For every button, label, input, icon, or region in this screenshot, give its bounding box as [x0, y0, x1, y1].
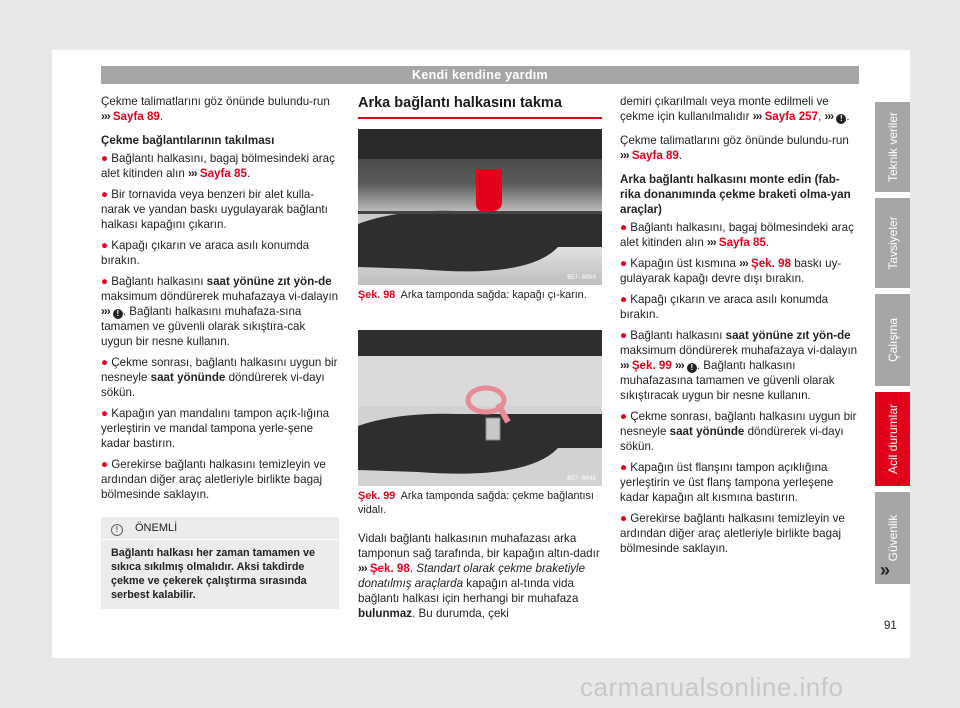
list-item: ● Gerekirse bağlantı halkasını temizleyin ve ardından diğer araç aletleriyle birlikte bagaj bölmesinde saklayın.: [620, 512, 845, 555]
watermark: carmanualsonline.info: [580, 672, 844, 702]
warning-ref-icon: !: [836, 114, 846, 124]
figure-99: [358, 330, 602, 486]
intro-paragraph: Çekme talimatlarını göz önünde bulundu-run ››› Sayfa 89.: [101, 95, 330, 123]
list-item: ● Çekme sonrası, bağlantı halkasını uygun bir nesneyle saat yönünde döndürerek vi-dayı sökün.: [620, 410, 857, 453]
page-link[interactable]: Sayfa 89: [112, 110, 160, 123]
warning-text: Bağlantı halkası her zaman tamamen ve sıkıca sıkılmış olmalıdır. Aksi takdirde çekme ve çekerek çalıştırma sırasında serbest kalabilir.: [111, 547, 316, 601]
warning-box: [101, 517, 339, 609]
list-item: ● Kapağı çıkarın ve araca asılı konumda bırakın.: [620, 293, 829, 321]
page-link[interactable]: Sayfa 85: [199, 167, 247, 180]
warning-ref-icon: !: [113, 309, 123, 319]
list-item: ● Bağlantı halkasını, bagaj bölmesindeki araç alet kitinden alın ››› Sayfa 85.: [620, 221, 854, 249]
tab-tavsiyeler[interactable]: Tavsiyeler: [875, 198, 910, 288]
figure-link[interactable]: Şek. 98: [751, 257, 791, 270]
figure-code: B57-0050: [567, 274, 596, 281]
figure-link[interactable]: Şek. 98: [369, 562, 410, 575]
column-left: [101, 94, 339, 508]
list-item: ● Kapağın üst kısmına ››› Şek. 98 baskı uy-gulayarak kapağı devre dışı bırakın.: [620, 257, 842, 285]
figure-98: [358, 129, 602, 285]
figure-code: B57-0049: [567, 475, 596, 482]
warning-ref-icon: !: [687, 363, 697, 373]
figure-caption: Şek. 99 Arka tamponda sağda: çekme bağlantısı vidalı.: [358, 490, 594, 516]
list-item: ● Gerekirse bağlantı halkasını temizleyin ve ardından diğer araç aletleriyle birlikte bagaj bölmesinde saklayın.: [101, 458, 326, 501]
tab-guvenlik[interactable]: Güvenlik: [875, 492, 910, 584]
list-item: ● Bağlantı halkasını saat yönüne zıt yön-de maksimum döndürerek muhafazaya vi-dalayın ››› ! . Bağlantı halkasını muhafaza-sına tamamen ve güvenli olarak sıkıştıra-cak uygun bir nesne kullanın.: [101, 275, 339, 348]
section-heading: Arka bağlantı halkasını takma: [358, 92, 602, 119]
list-item: ● Kapağı çıkarın ve araca asılı konumda bırakın.: [101, 239, 310, 267]
figure-link[interactable]: Şek. 99: [631, 359, 672, 372]
tow-ring-photo: [358, 330, 602, 486]
chapter-header: Kendi kendine yardım: [101, 66, 859, 84]
paragraph: Çekme talimatlarını göz önünde bulundu-run ››› Sayfa 89.: [620, 134, 849, 162]
column-middle: [358, 92, 602, 119]
tab-calisma[interactable]: Çalışma: [875, 294, 910, 386]
column-right: [620, 94, 860, 562]
warning-header: [101, 517, 339, 540]
continue-arrow-icon: »: [880, 560, 891, 580]
list-item: ● Bağlantı halkasını saat yönüne zıt yön-de maksimum döndürerek muhafazaya vi-dalayın ››› Şek. 99 ››› ! . Bağlantı halkasını muhafazasına tamamen ve güvenli olarak sıkıştıracak uygun bir nesne kullanın.: [620, 329, 858, 402]
figure-caption: Şek. 98 Arka tamponda sağda: kapağı çı-karın.: [358, 289, 587, 301]
paragraph: demiri çıkarılmalı veya monte edilmeli ve çekme için kullanılmalıdır ››› Sayfa 257, ››› ! .: [620, 95, 850, 123]
bumper-cover-photo: [358, 129, 602, 285]
page-link[interactable]: Sayfa 89: [631, 149, 679, 162]
bumper-cover-hanging: [486, 418, 500, 440]
list-item: ● Kapağın üst flanşını tampon açıklığına yerleştirin ve üst flanş tampona yerleşene kadar kapağın alt kısmına bastırın.: [620, 461, 834, 504]
warning-title: ÖNEMLİ: [135, 522, 178, 534]
tow-cover: [476, 169, 502, 211]
exclamation-circle-icon: !: [111, 524, 123, 536]
subheading: Arka bağlantı halkasını monte edin (fab-rika donanımında çekme braketi olma-yan araçlar): [620, 173, 851, 216]
subheading: Çekme bağlantılarının takılması: [101, 134, 275, 147]
tab-acil-durumlar[interactable]: Acil durumlar: [875, 392, 910, 486]
paragraph: Vidalı bağlantı halkasının muhafazası arka tamponun sağ tarafında, bir kapağın altın-dadır ››› Şek. 98. Standart olarak çekme braketiyle donatılmış araçlarda kapağın al-tında vida bağlantı halkası için herhangi bir muhafaza bulunmaz. Bu durumda, çeki: [358, 532, 600, 620]
list-item: ● Bir tornavida veya benzeri bir alet kulla-narak ve yandan baskı uygulayarak bağlantı halkası kapağını çıkarın.: [101, 188, 328, 231]
page-number: 91: [884, 620, 897, 632]
list-item: ● Çekme sonrası, bağlantı halkasını uygun bir nesneyle saat yönünde döndürerek vi-dayı sökün.: [101, 356, 338, 399]
list-item: ● Kapağın yan mandalını tampon açık-lığına yerleştirin ve mandal tampona yerle-şene kadar bastırın.: [101, 407, 330, 450]
page-link[interactable]: Sayfa 257: [764, 110, 819, 123]
tab-teknik-veriler[interactable]: Teknik veriler: [875, 102, 910, 192]
list-item: ● Bağlantı halkasını, bagaj bölmesindeki araç alet kitinden alın ››› Sayfa 85.: [101, 152, 335, 180]
page-link[interactable]: Sayfa 85: [718, 236, 766, 249]
